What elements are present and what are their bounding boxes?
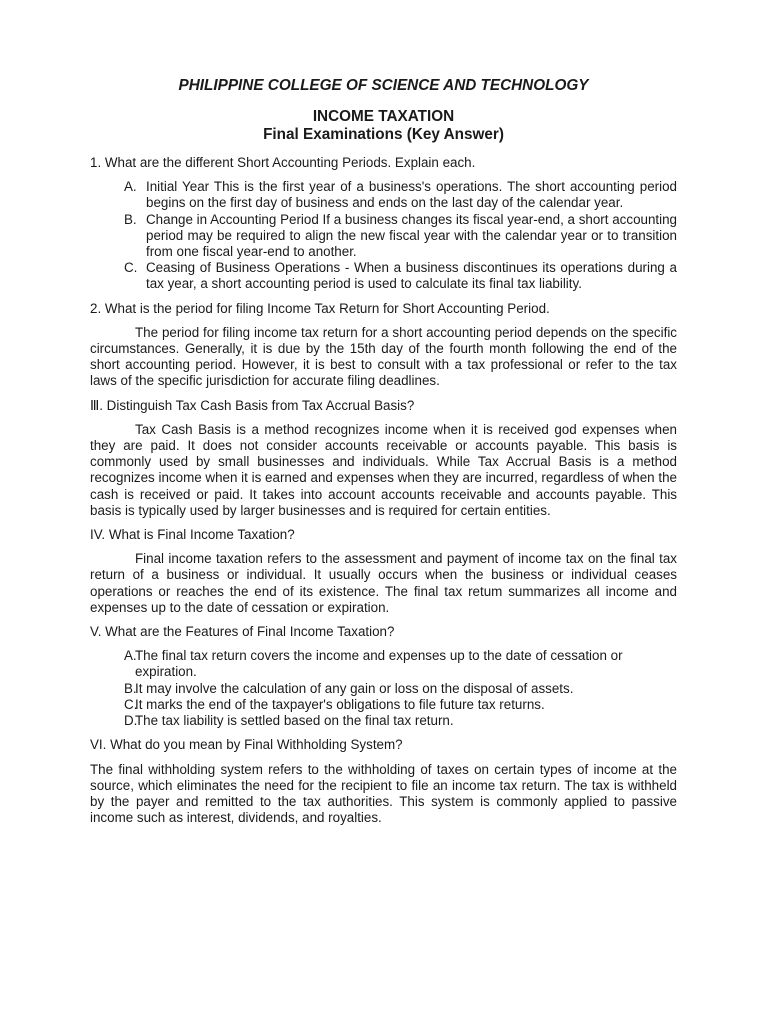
list-text: It may involve the calculation of any gain or loss on the disposal of assets.	[135, 680, 574, 696]
list-item	[90, 212, 677, 261]
list-item	[90, 681, 677, 697]
answer-3: Tax Cash Basis is a method recognizes income when it is received god expenses when they are paid. It does not consider accounts receivable or accounts payable. This basis is commonly used by small businesses and individuals. While Tax Accrual Basis is a method recognizes income when it is earned and expenses when they are incurred, regardless of when the cash is received or paid. It takes into account accounts receivable and accounts payable. This basis is typically used by larger businesses and is required for certain entities.	[90, 421, 677, 518]
list-text: Ceasing of Business Operations - When a business discontinues its operations during a tax year, a short accounting period is used to calculate its final tax liability.	[146, 260, 677, 292]
list-letter: A.	[124, 648, 137, 664]
question-6: VI. What do you mean by Final Withholding System?	[90, 737, 403, 753]
question-2: 2. What is the period for filing Income Tax Return for Short Accounting Period.	[90, 300, 550, 316]
answer-2: The period for filing income tax return for a short accounting period depends on the specific circumstances. Generally, it is due by the 15th day of the fourth month following the end of the short accounting period. However, it is best to consult with a tax professional or refer to the tax laws of the specific jurisdiction for accurate filing deadlines.	[90, 324, 677, 389]
list-letter: D.	[124, 713, 138, 729]
list-letter: C.	[124, 696, 138, 712]
list-letter: B.	[124, 680, 137, 696]
list-item	[90, 713, 677, 729]
exam-title: Final Examinations (Key Answer)	[263, 126, 504, 143]
list-item	[90, 648, 677, 680]
list-text: The final tax return covers the income and expenses up to the date of cessation or expiration.	[135, 648, 623, 680]
list-item	[90, 260, 677, 292]
list-item	[90, 179, 677, 211]
question-4: IV. What is Final Income Taxation?	[90, 527, 295, 543]
answer-6: The final withholding system refers to the withholding of taxes on certain types of income at the source, which eliminates the need for the recipient to file an income tax return. The tax is withheld by the payer and remitted to the tax authorities. This system is commonly applied to passive income such as interest, dividends, and royalties.	[90, 761, 677, 826]
answer-4: Final income taxation refers to the assessment and payment of income tax on the final tax return of a business or individual. It usually occurs when the business or individual ceases operations or reaches the end of its existence. The final tax retum summarizes all income and expenses up to the date of cessation or expiration.	[90, 551, 677, 615]
list-text: It marks the end of the taxpayer's obligations to file future tax returns.	[135, 696, 545, 712]
question-3: Ⅲ. Distinguish Tax Cash Basis from Tax Accrual Basis?	[90, 397, 415, 413]
list-letter: A.	[124, 179, 137, 195]
course-title: INCOME TAXATION	[312, 108, 455, 125]
question-5-answer-list	[90, 648, 677, 729]
school-name: PHILIPPINE COLLEGE OF SCIENCE AND TECHNOLOGY	[178, 77, 589, 94]
question-1-answer-list	[90, 179, 677, 292]
list-letter: C.	[124, 260, 138, 276]
question-1: 1. What are the different Short Accounting Periods. Explain each.	[90, 155, 476, 170]
list-text: Initial Year This is the first year of a business's operations. The short accounting period begins on the first day of business and ends on the last day of the calendar year.	[146, 179, 677, 211]
list-letter: B.	[124, 211, 137, 227]
document-page	[90, 76, 677, 834]
list-text: Change in Accounting Period If a business changes its fiscal year-end, a short accounting period may be required to align the new fiscal year with the calendar year or to transition from one fiscal year-end to another.	[146, 211, 677, 260]
list-text: The tax liability is settled based on the final tax return.	[135, 713, 454, 729]
list-item	[90, 697, 677, 713]
question-5: V. What are the Features of Final Income Taxation?	[90, 624, 395, 640]
